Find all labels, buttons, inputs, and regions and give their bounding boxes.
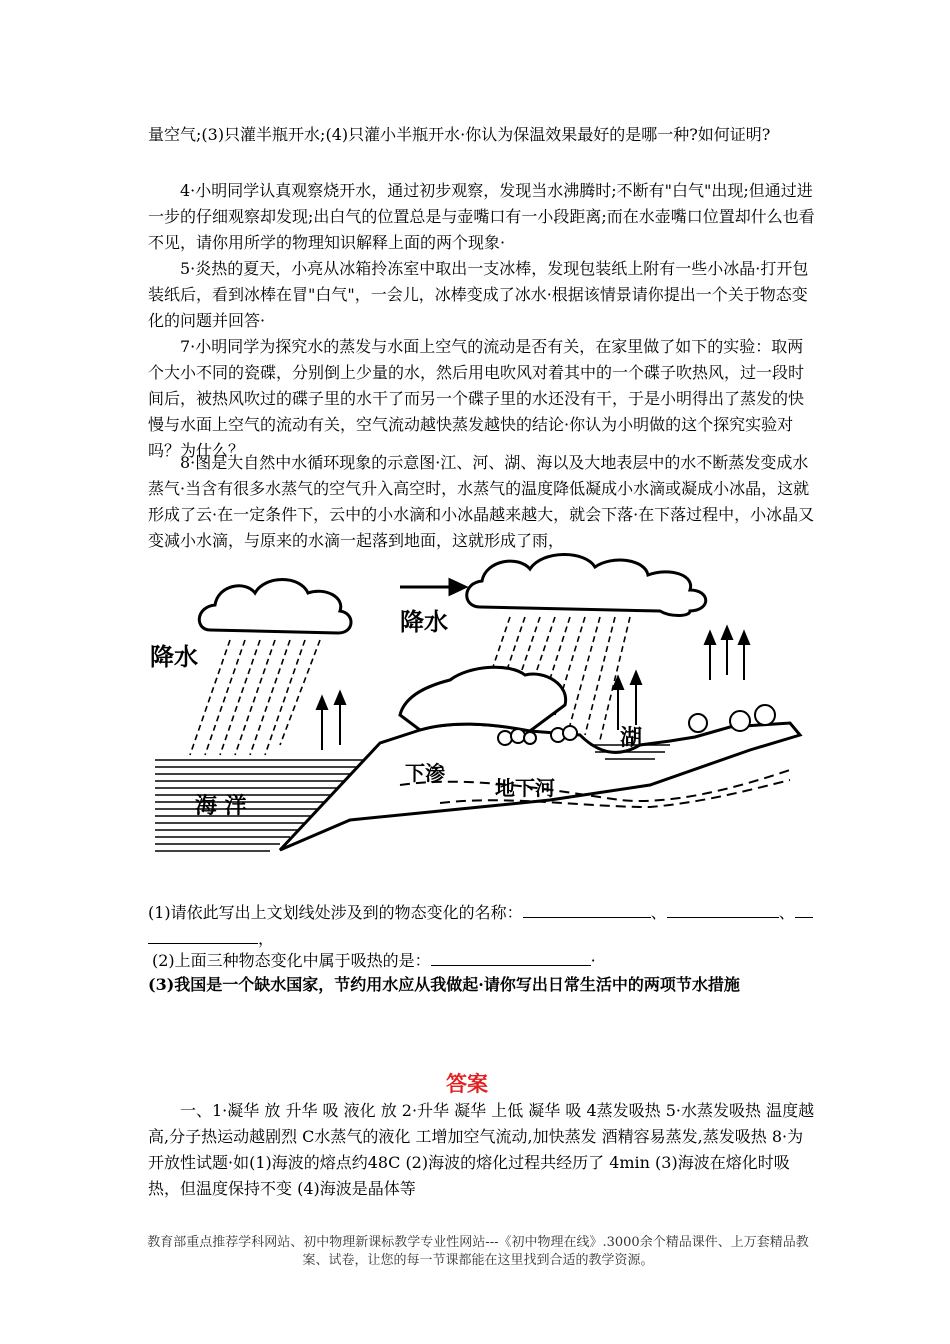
label-sea: 海 洋 — [195, 794, 247, 819]
rain-left — [190, 640, 320, 755]
sub-question-2 — [152, 948, 820, 974]
label-river: 地下河 — [495, 776, 555, 800]
question-4: 4·小明同学认真观察烧开水，通过初步观察，发现当水沸腾时;不断有"白气"出现;但通过进一步的仔细观察却发现;出白气的位置总是与壶嘴口有一小段距离;而在水壶嘴口位置却什么也看不见，请你用所学的物理知识解释上面的两个现象· — [148, 181, 815, 252]
footer: 教育部重点推荐学科网站、初中物理新课标教学专业性网站---《初中物理在线》.3000余个精品课件、上万套精品教案、试卷，让您的每一节课都能在这里找到合适的教学资源。 — [147, 1235, 809, 1268]
label-lake: 湖 — [620, 726, 643, 751]
answer-blank-3a[interactable] — [795, 901, 813, 918]
sub2-text: (2)上面三种物态变化中属于吸热的是： — [152, 951, 431, 970]
right-cloud — [467, 554, 706, 615]
sub-question-3: (3)我国是一个缺水国家，节约用水应从我做起·请你写出日常生活中的两项节水措施 — [148, 975, 740, 994]
question-5: 5·炎热的夏天，小亮从冰箱拎冻室中取出一支冰棒，发现包装纸上附有一些小冰晶·打开包装纸后，看到冰棒在冒"白气"，一会儿，冰棒变成了冰水·根据该情景请你提出一个关于物态变化的问题并回答· — [148, 259, 809, 330]
answer-blank-1[interactable] — [523, 901, 651, 918]
answer-blank-4[interactable] — [431, 949, 591, 966]
answer-title: 答案 — [446, 1072, 488, 1096]
sub-question-1 — [148, 900, 818, 952]
question-3-tail: 量空气;(3)只灌半瓶开水;(4)只灌小半瓶开水·你认为保温效果最好的是哪一种?如何证明? — [148, 125, 771, 144]
cloud-arrow — [400, 580, 465, 594]
answer-blank-3b[interactable] — [148, 927, 258, 944]
water-cycle-diagram — [150, 545, 810, 855]
sub1-sep2: 、 — [778, 903, 795, 922]
sub1-text: (1)请依此写出上文划线处涉及到的物态变化的名称： — [148, 903, 523, 922]
hill — [400, 667, 566, 731]
sub1-sep1: 、 — [650, 903, 667, 922]
left-cloud — [199, 580, 351, 634]
sub1-end: ， — [258, 929, 275, 948]
answer-text: 一、1·凝华 放 升华 吸 液化 放 2·升华 凝华 上低 凝华 吸 4蒸发吸热 5·水蒸发吸热 温度越高,分子热运动越剧烈 C水蒸气的液化 工增加空气流动,加快蒸发 酒精容易蒸发,蒸发吸热 8·为开放性试题·如(1)海波的熔点约48C (2)海波的熔化过程共经历了 4min (3)海波在熔化时吸热，但温度保持不变 (4)海波是晶体等 — [148, 1101, 815, 1198]
label-seep: 下渗 — [405, 761, 445, 785]
question-8: 8·图是大自然中水循环现象的示意图·江、河、湖、海以及大地表层中的水不断蒸发变成水蒸气·当含有很多水蒸气的空气升入高空时，水蒸气的温度降低凝成小水滴或凝成小冰晶，这就形成了云·在一定条件下，云中的小水滴和小冰晶越来越大，就会下落·在下落过程中，小冰晶又变减小水滴，与原来的水滴一起落到地面，这就形成了雨， — [148, 453, 815, 550]
question-7: 7·小明同学为探究水的蒸发与水面上空气的流动是否有关，在家里做了如下的实验：取两个大小不同的瓷碟，分别倒上少量的水，然后用电吹风对着其中的一个碟子吹热风，过一段时间后，被热风吹过的碟子里的水干了而另一个碟子里的水还没有干，于是小明得出了蒸发的快慢与水面上空气的流动有关，空气流动越快蒸发越快的结论·你认为小明做的这个探究实验对吗？为什么？ — [148, 337, 805, 460]
label-rain-mid: 降水 — [400, 608, 448, 636]
label-rain-left: 降水 — [150, 643, 198, 671]
answer-blank-2[interactable] — [667, 901, 779, 918]
sub2-end: · — [590, 951, 596, 970]
